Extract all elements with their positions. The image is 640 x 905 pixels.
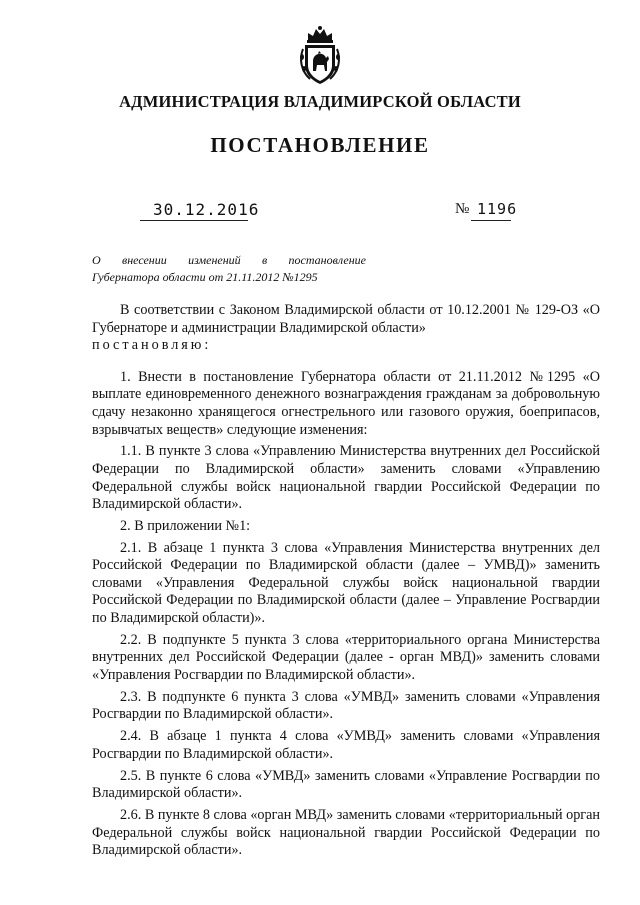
subject-line-2: Губернатора области от 21.11.2012 №1295 [92,270,318,284]
decree-word: постановляю: [92,337,212,354]
date-underline [140,220,248,221]
document-date: 30.12.2016 [153,200,260,219]
subject-word: постановление [288,253,366,267]
item-paragraph: 1.1. В пункте 3 слова «Управлению Министерства внутренних дел Российской Федерации по Владимирской области» заменить словами «Управлению Федеральной службы войск национальной гвардии Российской Федерации по Владимирской области». [92,443,600,513]
preamble-paragraph [92,302,600,355]
subject-word: внесении [121,253,167,267]
number-sign: № [455,201,470,217]
subject-word: в [262,253,268,267]
document-number: 1196 [477,200,518,218]
organization-title: АДМИНИСТРАЦИЯ ВЛАДИМИРСКОЙ ОБЛАСТИ [119,92,521,111]
preamble-text: В соответствии с Законом Владимирской области от 10.12.2001 № 129-ОЗ «О Губернаторе и администрации Владимирской области» [92,302,600,336]
document-subject [92,252,366,286]
subject-word: О [92,253,101,267]
document-type-title: ПОСТАНОВЛЕНИЕ [210,133,430,157]
item-paragraph: 2.4. В абзаце 1 пункта 4 слова «УМВД» заменить словами «Управления Росгвардии по Владимирской области». [92,728,600,762]
subject-line-1 [92,252,366,269]
document-body [92,302,600,864]
item-paragraph: 1. Внести в постановление Губернатора области от 21.11.2012 №1295 «О выплате единовременного денежного вознаграждения гражданам за добровольную сдачу незаконно хранящегося огнестрельного или газового оружия, боеприпасов, взрывчатых веществ» следующие изменения: [92,368,600,438]
coat-of-arms-icon [296,25,344,87]
item-paragraph: 2.3. В подпункте 6 пункта 3 слова «УМВД» заменить словами «Управления Росгвардии по Владимирской области». [92,688,600,723]
item-paragraph: 2.1. В абзаце 1 пункта 3 слова «Управления Министерства внутренних дел Российской Федерации по Владимирской области (далее – УМВД)» заменить словами «Управления Федеральной службы войск национальной гвардии Российской Федерации по Владимирской области (далее – Управление Росгвардии по Владимирской области)». [92,539,600,627]
subject-word: изменений [188,253,241,267]
item-paragraph: 2.2. В подпункте 5 пункта 3 слова «территориального органа Министерства внутренних дел Российской Федерации (далее - орган МВД)» заменить словами «Управления Росгвардии по Владимирской области». [92,631,600,684]
item-paragraph: 2. В приложении №1: [120,517,251,534]
item-paragraph: 2.6. В пункте 8 слова «орган МВД» заменить словами «территориальный орган Федеральной службы войск национальной гвардии Российской Федерации по Владимирской области». [92,806,600,859]
item-paragraph: 2.5. В пункте 6 слова «УМВД» заменить словами «Управление Росгвардии по Владимирской области». [92,767,600,802]
number-underline [471,220,511,221]
